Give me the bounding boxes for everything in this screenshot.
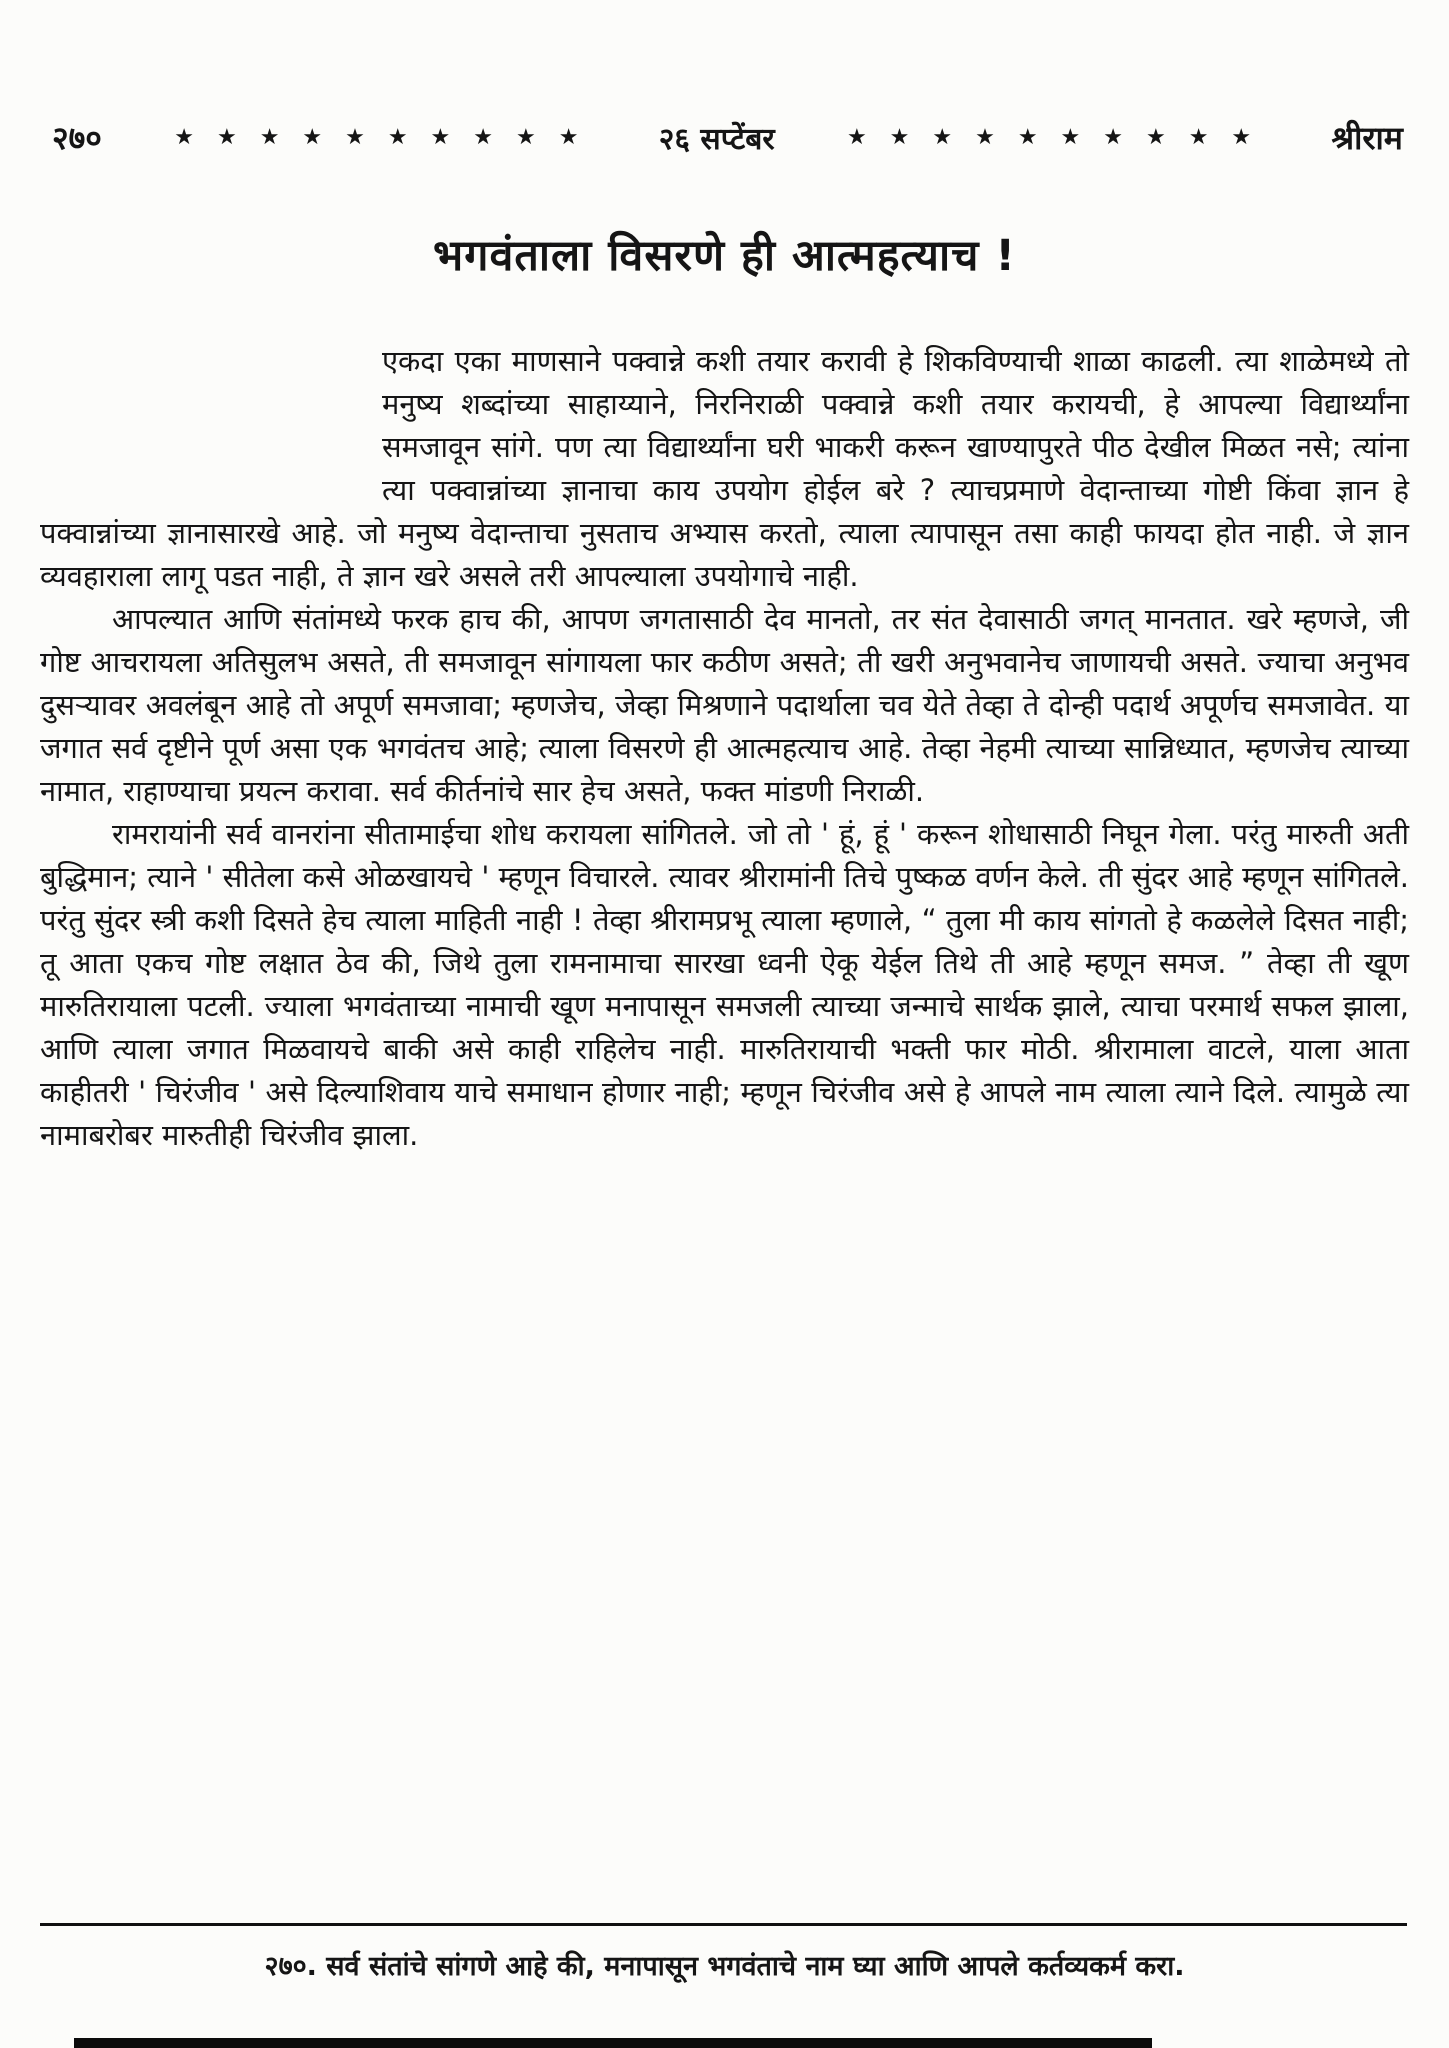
paragraph-1: एकदा एका माणसाने पक्वान्ने कशी तयार करावी हे शिकविण्याची शाळा काढली. त्या शाळेमध्ये तो मनुष्य शब्दांच्या साहाय्याने, निरनिराळी पक्वान्ने कशी तयार करायची, हे आपल्या विद्यार्थ्यांना समजावून सांगे. पण त्या विद्यार्थ्यांना घरी भाकरी करून खाण्यापुरते पीठ देखील मिळत नसे; त्यांना त्या पक्वान्नांच्या ज्ञानाचा काय उपयोग होईल बरे ? त्याचप्रमाणे वेदान्ताच्या गोष्टी किंवा ज्ञान हे पक्वान्नांच्या ज्ञानासारखे आहे. जो मनुष्य वेदान्ताचा नुसताच अभ्यास करतो, त्याला त्यापासून तसा काही फायदा होत नाही. जे ज्ञान व्यवहाराला लागू पडत नाही, ते ज्ञान खरे असले तरी आपल्याला उपयोगाचे नाही. [40,344,1409,593]
star-divider-left: ★ ★ ★ ★ ★ ★ ★ ★ ★ ★ [174,125,587,150]
date-heading: २६ सप्टेंबर [658,122,775,157]
footnote-divider [40,1923,1407,1926]
scan-artifact-bar [74,2038,1152,2048]
page-title: भगवंताला विसरणे ही आत्महत्याच ! [433,231,1016,281]
paragraph-3: रामरायांनी सर्व वानरांना सीतामाईचा शोध करायला सांगितले. जो तो ' हूं, हूं ' करून शोधासाठी निघून गेला. परंतु मारुती अती बुद्धिमान; त्याने ' सीतेला कसे ओळखायचे ' म्हणून विचारले. त्यावर श्रीरामांनी तिचे पुष्कळ वर्णन केले. ती सुंदर आहे म्हणून सांगितले. परंतु सुंदर स्त्री कशी दिसते हेच त्याला माहिती नाही ! तेव्हा श्रीरामप्रभू त्याला म्हणाले, “ तुला मी काय सांगतो हे कळलेले दिसत नाही; तू आता एकच गोष्ट लक्षात ठेव की, जिथे तुला रामनामाचा सारखा ध्वनी ऐकू येईल तिथे ती आहे म्हणून समज. ” तेव्हा ती खूण मारुतिरायाला पटली. ज्याला भगवंताच्या नामाची खूण मनापासून समजली त्याच्या जन्माचे सार्थक झाले, त्याचा परमार्थ सफल झाला, आणि त्याला जगात मिळवायचे बाकी असे काही राहिलेच नाही. मारुतिरायाची भक्ती फार मोठी. श्रीरामाला वाटले, याला आता काहीतरी ' चिरंजीव ' असे दिल्याशिवाय याचे समाधान होणार नाही; म्हणून चिरंजीव असे हे आपले नाम त्याला त्याने दिले. त्यामुळे त्या नामाबरोबर मारुतीही चिरंजीव झाला. [40,817,1409,1152]
masthead: श्रीराम [1331,119,1403,157]
footnote: २७०. सर्व संतांचे सांगणे आहे की, मनापासून भगवंताचे नाम घ्या आणि आपले कर्तव्यकर्म करा. [264,1951,1185,1982]
opening-indent-spacer [40,340,382,470]
paragraph-2: आपल्यात आणि संतांमध्ये फरक हाच की, आपण जगतासाठी देव मानतो, तर संत देवासाठी जगत् मानतात. खरे म्हणजे, जी गोष्ट आचरायला अतिसुलभ असते, ती समजावून सांगायला फार कठीण असते; ती खरी अनुभवानेच जाणायची असते. ज्याचा अनुभव दुसऱ्यावर अवलंबून आहे तो अपूर्ण समजावा; म्हणजेच, जेव्हा मिश्रणाने पदार्थाला चव येते तेव्हा ते दोन्ही पदार्थ अपूर्णच समजावेत. या जगात सर्व दृष्टीने पूर्ण असा एक भगवंतच आहे; त्याला विसरणे ही आत्महत्याच आहे. तेव्हा नेहमी त्याच्या सान्निध्यात, म्हणजेच त्याच्या नामात, राहाण्याचा प्रयत्न करावा. सर्व कीर्तनांचे सार हेच असते, फक्त मांडणी निराळी. [40,602,1409,808]
page-header [52,116,1403,159]
star-divider-right: ★ ★ ★ ★ ★ ★ ★ ★ ★ ★ [846,125,1260,150]
body-text [40,340,1409,1157]
page-number: २७० [52,119,102,157]
